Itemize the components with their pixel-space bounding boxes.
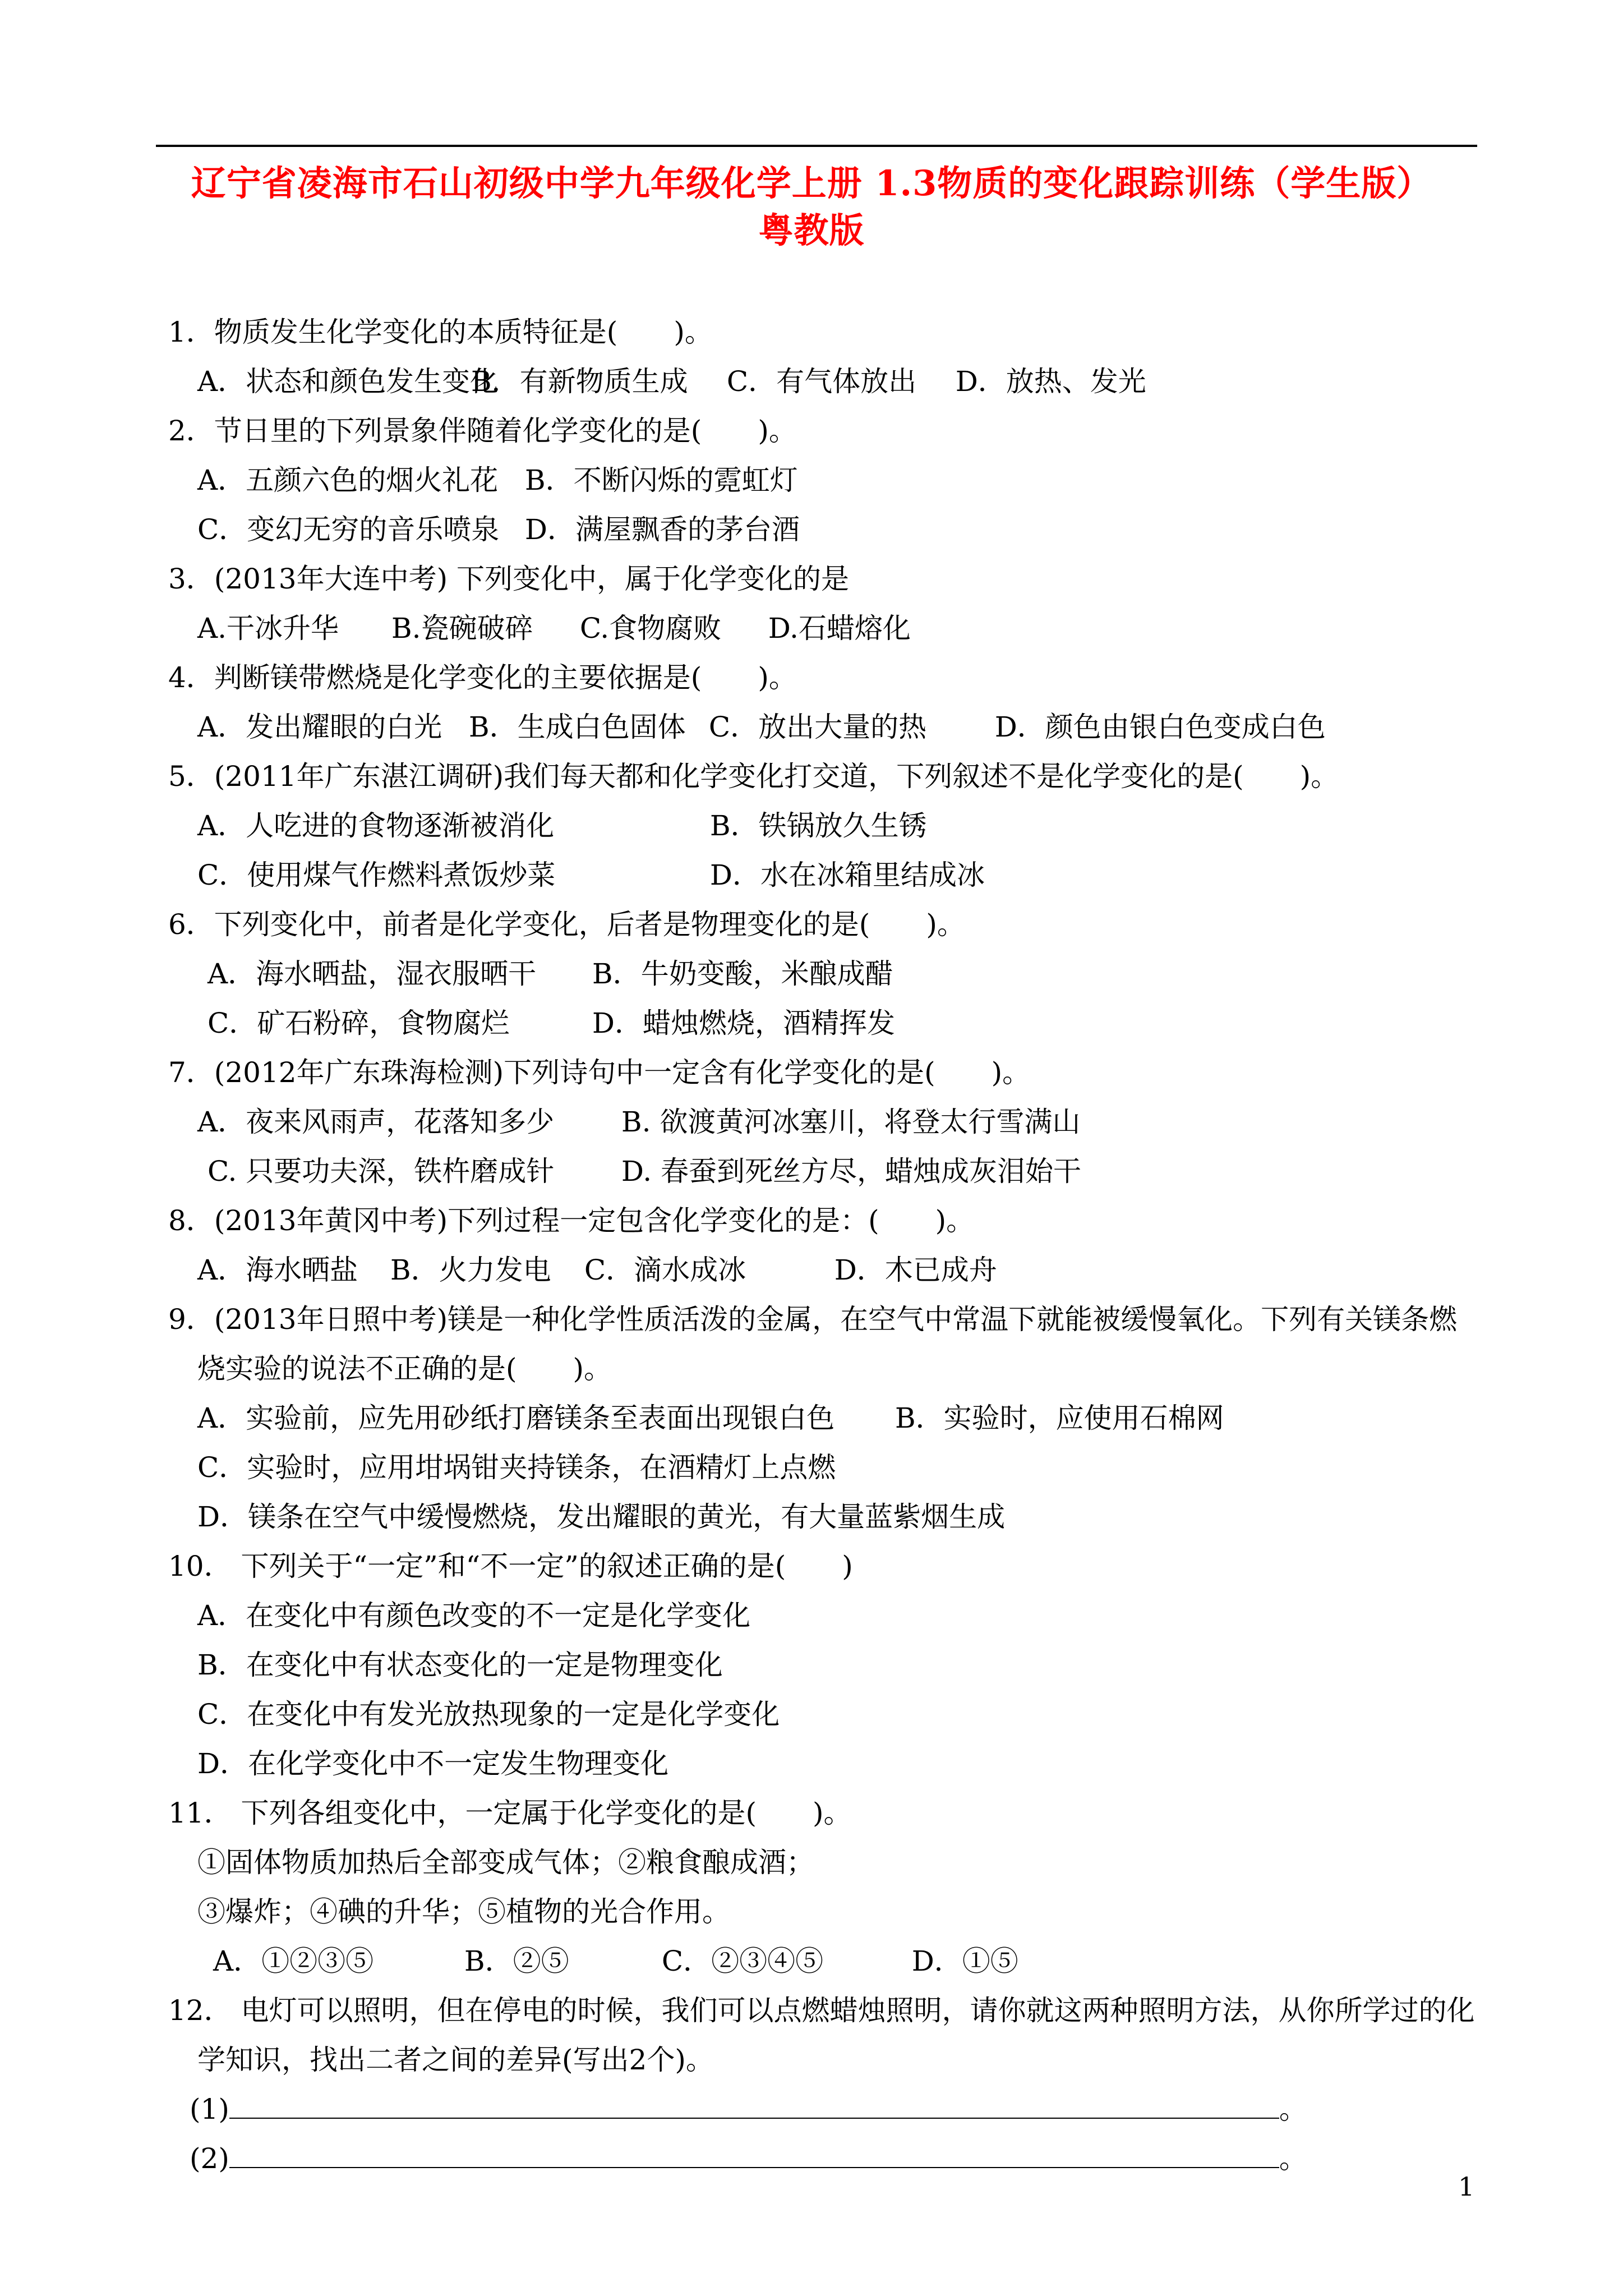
option-b: B．铁锅放久生锈: [709, 809, 927, 842]
option-c: C. 只要功夫深，铁杵磨成针: [208, 1155, 555, 1188]
question-11-stem: 11． 下列各组变化中，一定属于化学变化的是( )。: [168, 1797, 852, 1829]
option-a: A．海水晒盐: [197, 1254, 358, 1286]
option-d: D．颜色由银白色变成白色: [994, 711, 1326, 743]
question-5-options-row-2: [197, 850, 985, 900]
question-8-stem: 8．(2013年黄冈中考)下列过程一定包含化学变化的是：( )。: [168, 1204, 975, 1237]
question-9-option-d: D．镁条在空气中缓慢燃烧，发出耀眼的黄光，有大量蓝紫烟生成: [197, 1501, 1006, 1533]
question-7-options-row-1: [197, 1097, 1080, 1147]
question-11-items-row-1: ①固体物质加热后全部变成气体；②粮食酿成酒；: [197, 1846, 814, 1879]
question-6-options-row-2: [208, 999, 895, 1048]
question-7-stem: 7．(2012年广东珠海检测)下列诗句中一定含有化学变化的是( )。: [168, 1056, 1031, 1089]
option-c: C．变幻无穷的音乐喷泉: [197, 513, 500, 546]
option-b: B.瓷碗破碎: [391, 612, 533, 645]
question-2-options-row-1: [197, 455, 798, 505]
option-a: A．①②③⑤: [213, 1945, 374, 1977]
option-a: A．人吃进的食物逐渐被消化: [197, 809, 555, 842]
answer-line-1: [190, 2085, 1307, 2134]
question-9-option-c: C．实验时，应用坩埚钳夹持镁条，在酒精灯上点燃: [197, 1451, 836, 1484]
option-a: A．五颜六色的烟火礼花: [197, 464, 499, 496]
question-1-stem: 1．物质发生化学变化的本质特征是( )。: [168, 316, 713, 348]
question-9-stem: 9．(2013年日照中考)镁是一种化学性质活泼的金属，在空气中常温下就能被缓慢氧化。下列有关镁条燃: [168, 1303, 1458, 1336]
option-c: C.食物腐败: [579, 612, 722, 645]
option-c: C．有气体放出: [726, 365, 917, 398]
question-5-stem: 5．(2011年广东湛江调研)我们每天都和化学变化打交道，下列叙述不是化学变化的是( )。: [168, 760, 1339, 793]
document-title-line-2: 粤教版: [758, 210, 865, 251]
option-d: D．木已成舟: [834, 1254, 997, 1286]
page-number: 1: [1458, 2171, 1475, 2202]
option-a: A．发出耀眼的白光: [197, 711, 442, 743]
question-7-options-row-2: [208, 1147, 1081, 1196]
option-d: D．满屋飘香的茅台酒: [524, 513, 800, 546]
question-1-options: [197, 357, 1146, 406]
option-c: C．矿石粉碎，食物腐烂: [208, 1007, 510, 1039]
option-d: D．放热、发光: [955, 365, 1146, 398]
option-a: A．状态和颜色发生变化: [197, 365, 499, 398]
question-10-option-c: C．在变化中有发光放热现象的一定是化学变化: [197, 1698, 780, 1731]
answer-line-2: [190, 2134, 1307, 2183]
question-12-stem: 12． 电灯可以照明，但在停电的时候，我们可以点燃蜡烛照明，请你就这两种照明方法，从你所学过的化: [168, 1994, 1475, 2027]
option-b: B．不断闪烁的霓虹灯: [524, 464, 798, 496]
option-b: B．生成白色固体: [468, 711, 686, 743]
answer-line-label: (1): [190, 2093, 229, 2125]
question-2-stem: 2．节日里的下列景象伴随着化学变化的是( )。: [168, 415, 797, 447]
option-c: C．滴水成冰: [584, 1254, 746, 1286]
question-8-options: [197, 1245, 997, 1295]
question-6-options-row-1: [208, 949, 893, 999]
question-9-options-row-1: [197, 1393, 1224, 1443]
option-d: D．蜡烛燃烧，酒精挥发: [592, 1007, 895, 1039]
option-b: B．有新物质生成: [471, 365, 688, 398]
question-6-stem: 6．下列变化中，前者是化学变化，后者是物理变化的是( )。: [168, 908, 965, 941]
option-a: A．实验前，应先用砂纸打磨镁条至表面出现银白色: [197, 1402, 835, 1434]
question-4-stem: 4．判断镁带燃烧是化学变化的主要依据是( )。: [168, 661, 797, 694]
option-b: B．火力发电: [390, 1254, 551, 1286]
option-a: A．海水晒盐，湿衣服晒干: [208, 958, 537, 990]
question-3-options: [197, 604, 911, 653]
option-d: D. 春蚕到死丝方尽，蜡烛成灰泪始干: [621, 1155, 1081, 1188]
document-title-line-1: 辽宁省凌海市石山初级中学九年级化学上册 1.3物质的变化跟踪训练（学生版）: [191, 163, 1432, 204]
answer-line-end: 。: [1279, 2142, 1307, 2175]
question-11-options: [213, 1936, 1018, 1986]
option-a: A．夜来风雨声，花落知多少: [197, 1106, 555, 1138]
header-rule: [156, 145, 1477, 147]
question-10-option-a: A．在变化中有颜色改变的不一定是化学变化: [197, 1599, 751, 1632]
option-c: C．使用煤气作燃料煮饭炒菜: [197, 859, 556, 891]
option-d: D．①⑤: [911, 1945, 1018, 1977]
question-3-stem: 3．(2013年大连中考) 下列变化中，属于化学变化的是: [168, 563, 849, 595]
option-b: B．②⑤: [464, 1945, 569, 1977]
option-b: B．实验时，应使用石棉网: [895, 1402, 1224, 1434]
answer-line-end: 。: [1279, 2093, 1307, 2125]
option-c: C．②③④⑤: [661, 1945, 824, 1977]
question-12-stem-continued: 学知识，找出二者之间的差异(写出2个)。: [197, 2044, 714, 2076]
option-b: B．牛奶变酸，米酿成醋: [592, 958, 893, 990]
question-5-options-row-1: [197, 801, 927, 850]
option-d: D．水在冰箱里结成冰: [709, 859, 985, 891]
option-d: D.石蜡熔化: [768, 612, 911, 645]
question-9-stem-continued: 烧实验的说法不正确的是( )。: [197, 1352, 612, 1385]
option-a: A.干冰升华: [197, 612, 339, 645]
question-4-options: [197, 702, 1326, 752]
answer-blank-input[interactable]: [229, 2138, 1279, 2168]
question-10-stem: 10． 下列关于“一定”和“不一定”的叙述正确的是( ): [168, 1550, 853, 1582]
question-11-items-row-2: ③爆炸；④碘的升华；⑤植物的光合作用。: [197, 1895, 730, 1928]
answer-blank-input[interactable]: [229, 2088, 1279, 2119]
question-10-option-d: D．在化学变化中不一定发生物理变化: [197, 1747, 669, 1780]
question-10-option-b: B．在变化中有状态变化的一定是物理变化: [197, 1649, 723, 1681]
answer-line-label: (2): [190, 2142, 229, 2175]
option-b: B. 欲渡黄河冰塞川，将登太行雪满山: [621, 1106, 1081, 1138]
question-2-options-row-2: [197, 505, 800, 554]
option-c: C．放出大量的热: [708, 711, 927, 743]
